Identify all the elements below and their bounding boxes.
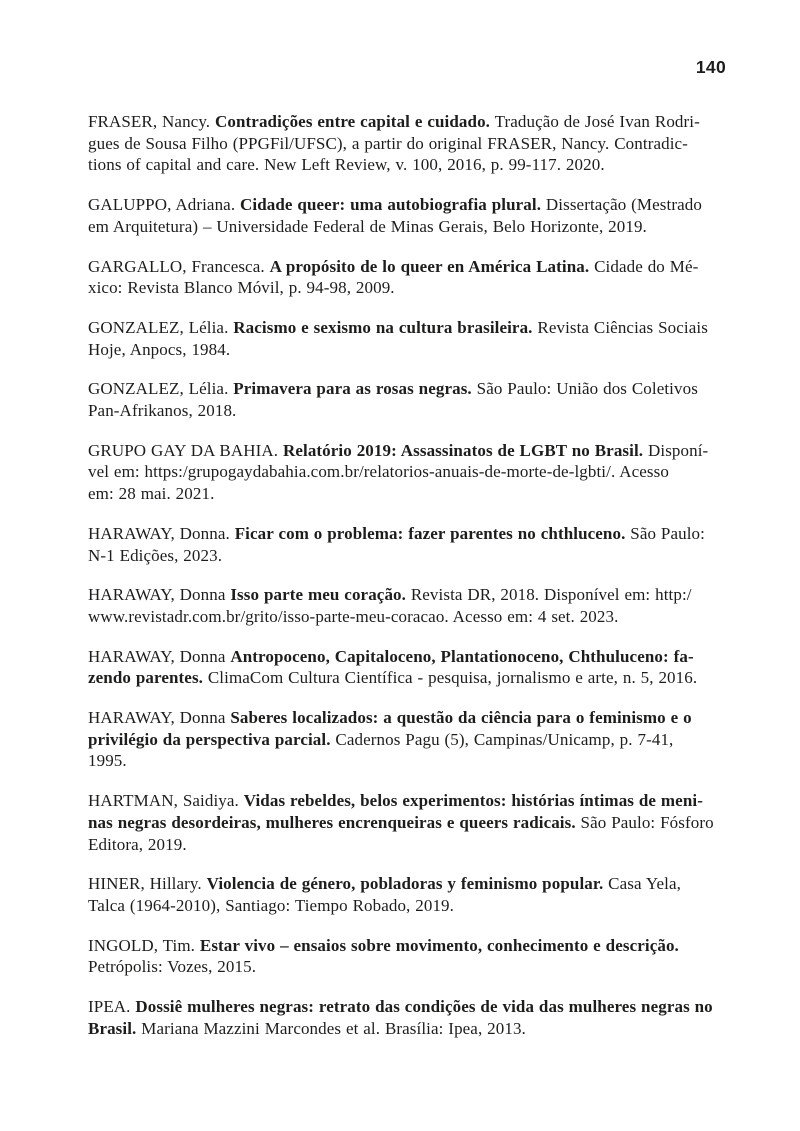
reference-title-text: Vidas rebeldes, belos experimentos: histórias íntimas de meni- xyxy=(243,791,703,811)
bibliography-entry-line xyxy=(88,873,748,895)
reference-text: xico: Revista Blanco Móvil, p. 94-98, 2009. xyxy=(88,278,395,298)
reference-title-text: Antropoceno, Capitaloceno, Plantationoceno, Chthuluceno: fa- xyxy=(230,646,694,666)
reference-text: FRASER, Nancy. xyxy=(88,112,216,131)
bibliography-entry-line xyxy=(88,523,748,545)
reference-title-text: Saberes localizados: a questão da ciência para o feminismo e o xyxy=(230,708,692,728)
page-number: 140 xyxy=(695,57,726,77)
reference-title-text: Estar vivo – ensaios sobre movimento, conhecimento e descrição. xyxy=(199,935,679,955)
bibliography-entry-line xyxy=(88,461,748,483)
reference-text: Mariana Mazzini Marcondes et al. Brasília: Ipea, 2013. xyxy=(136,1018,526,1038)
reference-text: GALUPPO, Adriana. xyxy=(88,195,241,215)
bibliography-entry-line xyxy=(88,729,748,751)
reference-text: INGOLD, Tim. xyxy=(88,935,200,955)
reference-text: Cadernos Pagu (5), Campinas/Unicamp, p. 7-41, xyxy=(330,729,674,749)
reference-text: GARGALLO, Francesca. xyxy=(88,256,270,276)
bibliography-entry xyxy=(88,111,748,176)
reference-text: gues de Sousa Filho (PPGFil/UFSC), a partir do original FRASER, Nancy. Contradic- xyxy=(88,133,688,153)
reference-title-text: zendo parentes. xyxy=(88,668,204,688)
bibliography-entry xyxy=(88,790,748,855)
reference-title-text: Dossiê mulheres negras: retrato das condições de vida das mulheres negras no xyxy=(135,997,713,1017)
bibliography-entry xyxy=(88,873,748,916)
reference-text: tions of capital and care. New Left Review, v. 100, 2016, p. 99-117. 2020. xyxy=(88,155,605,175)
reference-text: HARAWAY, Donna. xyxy=(88,523,235,543)
bibliography-entry xyxy=(88,935,748,978)
reference-text: Pan-Afrikanos, 2018. xyxy=(88,401,237,421)
bibliography-entry xyxy=(88,317,748,360)
bibliography-list xyxy=(88,111,748,1058)
reference-text: São Paulo: xyxy=(625,523,705,543)
bibliography-entry xyxy=(88,378,748,421)
bibliography-entry xyxy=(88,194,748,237)
bibliography-entry-line xyxy=(88,400,748,422)
reference-text: Hoje, Anpocs, 1984. xyxy=(88,339,231,359)
bibliography-entry xyxy=(88,584,748,627)
reference-title-text: Ficar com o problema: fazer parentes no chthluceno. xyxy=(234,523,626,543)
reference-text: em Arquitetura) – Universidade Federal de Minas Gerais, Belo Horizonte, 2019. xyxy=(88,216,647,236)
reference-text: GONZALEZ, Lélia. xyxy=(88,317,234,337)
reference-text: Editora, 2019. xyxy=(88,834,187,854)
reference-text: Petrópolis: Vozes, 2015. xyxy=(88,957,257,977)
reference-title-text: Racismo e sexismo na cultura brasileira. xyxy=(233,317,533,337)
bibliography-entry xyxy=(88,256,748,299)
bibliography-entry-line xyxy=(88,277,748,299)
reference-text: Talca (1964-2010), Santiago: Tiempo Robado, 2019. xyxy=(88,895,455,915)
reference-text: HARTMAN, Saidiya. xyxy=(88,791,244,811)
reference-text: Disponí- xyxy=(643,440,709,460)
reference-title-text: Contradições entre capital e cuidado. xyxy=(215,112,491,131)
reference-text: GRUPO GAY DA BAHIA. xyxy=(88,440,283,460)
reference-text: ClimaCom Cultura Científica - pesquisa, jornalismo e arte, n. 5, 2016. xyxy=(203,668,698,688)
reference-text: Revista DR, 2018. Disponível em: http:/ xyxy=(406,585,692,605)
bibliography-entry-line xyxy=(88,646,748,668)
reference-text: HINER, Hillary. xyxy=(88,874,207,894)
reference-text: 1995. xyxy=(88,751,127,771)
bibliography-entry-line xyxy=(88,812,748,834)
bibliography-entry-line xyxy=(88,194,748,216)
bibliography-entry-line xyxy=(88,483,748,505)
bibliography-entry-line xyxy=(88,440,748,462)
bibliography-entry-line xyxy=(88,216,748,238)
bibliography-entry-line xyxy=(88,545,748,567)
bibliography-entry-line xyxy=(88,256,748,278)
bibliography-entry-line xyxy=(88,895,748,917)
reference-text: vel em: https:/grupogaydabahia.com.br/relatorios-anuais-de-morte-de-lgbti/. Acesso xyxy=(88,462,669,482)
reference-text: HARAWAY, Donna xyxy=(88,585,231,605)
reference-text: www.revistadr.com.br/grito/isso-parte-meu-coracao. Acesso em: 4 set. 2023. xyxy=(88,606,619,626)
bibliography-entry xyxy=(88,646,748,689)
reference-text: em: 28 mai. 2021. xyxy=(88,484,215,504)
bibliography-entry-line xyxy=(88,707,748,729)
bibliography-entry xyxy=(88,523,748,566)
reference-title-text: Primavera para as rosas negras. xyxy=(233,379,472,399)
bibliography-entry-line xyxy=(88,956,748,978)
bibliography-entry xyxy=(88,707,748,772)
bibliography-entry xyxy=(88,996,748,1039)
bibliography-entry xyxy=(88,440,748,505)
bibliography-entry-line xyxy=(88,606,748,628)
reference-text: Dissertação (Mestrado xyxy=(541,195,702,215)
reference-text: HARAWAY, Donna xyxy=(88,708,231,728)
reference-text: HARAWAY, Donna xyxy=(88,646,231,666)
bibliography-entry-line xyxy=(88,834,748,856)
reference-title-text: Isso parte meu coração. xyxy=(230,585,406,605)
bibliography-entry-line xyxy=(88,154,748,176)
reference-text: São Paulo: Fósforo xyxy=(575,812,714,832)
bibliography-entry-line xyxy=(88,584,748,606)
bibliography-entry-line xyxy=(88,317,748,339)
bibliography-entry-line xyxy=(88,1018,748,1040)
reference-title-text: A propósito de lo queer en América Latina. xyxy=(269,256,590,276)
bibliography-entry-line xyxy=(88,935,748,957)
reference-title-text: Brasil. xyxy=(88,1018,137,1038)
reference-text: Cidade do Mé- xyxy=(589,256,699,276)
bibliography-entry-line xyxy=(88,996,748,1018)
reference-text: São Paulo: União dos Coletivos xyxy=(471,379,698,399)
reference-title-text: Relatório 2019: Assassinatos de LGBT no Brasil. xyxy=(282,440,644,460)
bibliography-entry-line xyxy=(88,339,748,361)
bibliography-entry-line xyxy=(88,111,748,133)
reference-text: N-1 Edições, 2023. xyxy=(88,545,223,565)
bibliography-entry-line xyxy=(88,667,748,689)
reference-title-text: Violencia de género, pobladoras y feminismo popular. xyxy=(206,874,604,894)
reference-title-text: nas negras desordeiras, mulheres encrenqueiras e queers radicais. xyxy=(88,812,576,832)
bibliography-entry-line xyxy=(88,750,748,772)
reference-title-text: Cidade queer: uma autobiografia plural. xyxy=(240,195,542,215)
reference-text: Tradução de José Ivan Rodri- xyxy=(490,112,700,131)
bibliography-entry-line xyxy=(88,378,748,400)
reference-text: IPEA. xyxy=(88,997,136,1017)
bibliography-entry-line xyxy=(88,790,748,812)
reference-text: Casa Yela, xyxy=(603,874,681,894)
reference-text: GONZALEZ, Lélia. xyxy=(88,379,234,399)
bibliography-entry-line xyxy=(88,133,748,155)
reference-text: Revista Ciências Sociais xyxy=(532,317,708,337)
reference-title-text: privilégio da perspectiva parcial. xyxy=(88,729,331,749)
